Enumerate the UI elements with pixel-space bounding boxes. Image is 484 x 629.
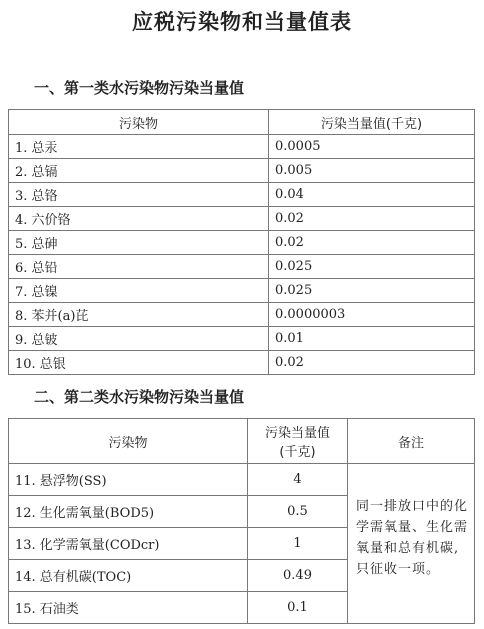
pollutant-name: 3. 总铬 [9,183,269,207]
table-header-row [9,110,475,135]
table-row [9,207,475,231]
pollutant-name: 2. 总镉 [9,159,269,183]
pollutant-name: 12. 生化需氧量(BOD5) [9,496,248,528]
table-row [9,231,475,255]
equivalent-value: 0.01 [269,327,475,351]
section-1-heading: 一、第一类水污染物污染当量值 [34,79,245,97]
header-pollutant: 污染物 [9,110,269,135]
header-equivalent-value: 污染当量值(千克) [269,110,475,135]
pollutant-name: 14. 总有机碳(TOC) [9,560,248,592]
pollutant-name: 15. 石油类 [9,592,248,624]
equivalent-value: 0.025 [269,279,475,303]
pollutant-name: 6. 总铅 [9,255,269,279]
table-row [9,159,475,183]
page-title: 应税污染物和当量值表 [132,10,352,34]
equivalent-value: 0.005 [269,159,475,183]
equivalent-value: 0.02 [269,231,475,255]
pollutant-name: 7. 总镍 [9,279,269,303]
equivalent-value: 0.49 [248,560,348,592]
table-row [9,327,475,351]
equivalent-value: 0.0000003 [269,303,475,327]
equivalent-value: 1 [248,528,348,560]
table-row [9,351,475,375]
table-row [9,303,475,327]
table-row [9,183,475,207]
table-row [9,255,475,279]
pollutant-name: 4. 六价铬 [9,207,269,231]
header-pollutant: 污染物 [9,419,248,464]
pollutant-name: 13. 化学需氧量(CODcr) [9,528,248,560]
header-value-line-2: (千克) [279,445,316,460]
table-header-row [9,419,475,464]
equivalent-value: 0.5 [248,496,348,528]
equivalent-value: 0.0005 [269,135,475,159]
header-note: 备注 [348,419,475,464]
equivalent-value: 0.02 [269,351,475,375]
equivalent-value: 0.04 [269,183,475,207]
pollutant-name: 8. 苯并(a)芘 [9,303,269,327]
pollutant-name: 9. 总铍 [9,327,269,351]
pollutant-name: 1. 总汞 [9,135,269,159]
table-row [9,135,475,159]
note-cell: 同一排放口中的化学需氧量、生化需氧量和总有机碳,只征收一项。 [348,464,475,624]
pollutant-name: 11. 悬浮物(SS) [9,464,248,496]
equivalent-value: 0.02 [269,207,475,231]
class-1-pollutant-table [8,109,475,375]
pollutant-name: 5. 总砷 [9,231,269,255]
table-row [9,279,475,303]
table-row [9,464,475,496]
header-value-line-1: 污染当量值 [264,426,330,441]
equivalent-value: 0.025 [269,255,475,279]
class-2-pollutant-table [8,418,475,624]
equivalent-value: 4 [248,464,348,496]
header-equivalent-value [248,419,348,464]
equivalent-value: 0.1 [248,592,348,624]
section-2-heading: 二、第二类水污染物污染当量值 [34,388,245,406]
pollutant-name: 10. 总银 [9,351,269,375]
